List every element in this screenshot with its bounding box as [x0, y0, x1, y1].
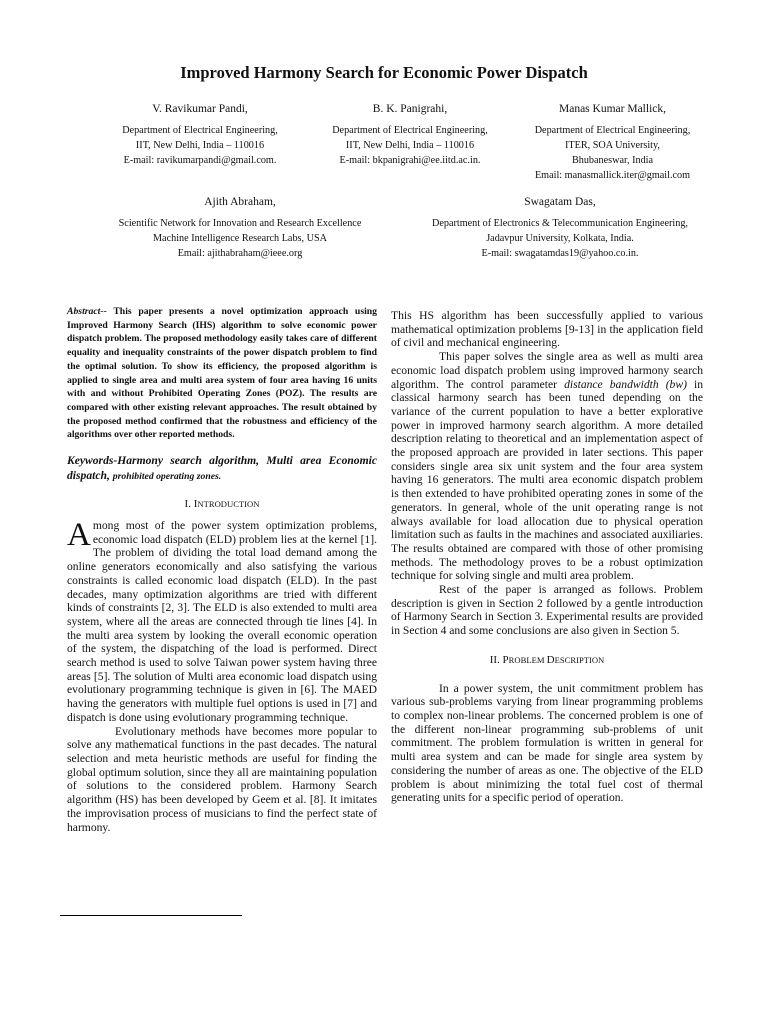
- author-affiliation: Machine Intelligence Research Labs, USA: [153, 233, 327, 244]
- intro-paragraph-1: Among most of the power system optimization problems, economic load dispatch (ELD) problem lies at the kernel [1]. The problem of dividing the total load demand among the online generators economically and also satisfying the various constraints is called economic load dispatch (ELD). In the past decades, many optimization algorithms are tried with different kinds of constraints [2, 3]. The ELD is also extended to multi area system, where all the areas are connected through tie lines [4]. In the multi area system by looking the overall economic operation of the system, the dispatching of the load is performed. Direct search method is used to solve Taiwan power system having three areas [5]. The solution of Multi area economic load dispatch using evolutionary programming technique is given in [6]. The MAED having the generators with multiple fuel options is used in [7] and dispatch is done using evolutionary programming technique.: [67, 517, 377, 724]
- author-name: Ajith Abraham,: [204, 196, 276, 208]
- footnote-rule: [60, 915, 242, 916]
- author-block-1: [95, 102, 305, 168]
- author-name: V. Ravikumar Pandi,: [152, 103, 248, 115]
- author-affiliation: IIT, New Delhi, India – 110016: [135, 140, 265, 151]
- author-affiliation: Department of Electrical Engineering,: [122, 125, 278, 136]
- author-affiliation: ITER, SOA University,: [565, 140, 660, 151]
- author-email: E-mail: bkpanigrahi@ee.iitd.ac.in.: [339, 155, 481, 166]
- author-block-3: [505, 102, 720, 183]
- left-column: [67, 305, 377, 834]
- paper-title: Improved Harmony Search for Economic Power Dispatch: [180, 63, 588, 82]
- author-affiliation: Scientific Network for Innovation and Research Excellence: [118, 218, 362, 229]
- author-affiliation: IIT, New Delhi, India – 110016: [345, 140, 475, 151]
- author-affiliation: Department of Electrical Engineering,: [534, 125, 691, 136]
- drop-cap: A: [67, 517, 91, 554]
- abstract-label: Abstract--: [67, 306, 107, 317]
- introduction-body: [67, 519, 377, 834]
- section-heading-problem-description: II. PROBLEM DESCRIPTION: [489, 653, 605, 666]
- author-email: E-mail: swagatamdas19@yahoo.co.in.: [481, 248, 639, 259]
- author-block-4: [95, 195, 385, 261]
- problem-paragraph-1: In a power system, the unit commitment problem has various sub-problems varying from linear programming problems to complex non-linear problems. The concerned problem is one of the different non-linear programming sub-problems of unit commitment. The problem formulation is written in general for multi area system and can be made for single area system by considering the number of areas as one. The objective of the ELD problem is about minimizing the total fuel cost of thermal generating units for a specific period of operation.: [391, 681, 703, 805]
- author-affiliation: Department of Electronics & Telecommunication Engineering,: [432, 218, 688, 229]
- abstract: [67, 305, 377, 442]
- author-name: B. K. Panigrahi,: [372, 103, 448, 115]
- author-affiliation: Jadavpur University, Kolkata, India.: [486, 233, 634, 244]
- author-name: Swagatam Das,: [524, 196, 596, 208]
- intro-paragraph-2: Evolutionary methods have becomes more popular to solve any mathematical functions in the past decades. The natural selection and meta heuristic methods are useful for finding the global optimum solution, since they all are maintaining population of solutions to the considered problem. Harmony Search algorithm (HS) has been developed by Geem et al. [8]. It imitates the improvisation process of musicians to find the perfect state of harmony.: [67, 724, 377, 834]
- author-name: Manas Kumar Mallick,: [559, 103, 666, 115]
- keywords-tail: prohibited operating zones.: [112, 471, 222, 483]
- right-paragraph-2: This paper solves the single area as well as multi area economic load dispatch problem using improved harmony search algorithm. The control parameter distance bandwidth (bw) in classical harmony search has been tuned depending on the variance of the current population to have a better explorative power in improved harmony search algorithm. A more detailed description relating to theoretical and an implementation aspect of the proposed approach are provided in later sections. This paper considers single area six unit system and the four area system having 16 generators. The multi area economic dispatch problem is then extended to have prohibited operating zones in some of the generators. In general, whole of the unit operating range is not always available for load allocation due to physical operation limitation such as faults in the machines and associated auxiliaries. The results obtained are compared with those of other promising methods. The methodology proves to be a robust optimization technique for solving single and multi area problem.: [391, 350, 704, 583]
- keywords-label: Keywords-Harmony search algorithm, Multi area Economic dispatch,: [67, 454, 377, 483]
- section-heading-introduction: I. INTRODUCTION: [184, 498, 260, 511]
- keywords: [67, 453, 377, 484]
- author-affiliation: Department of Electrical Engineering,: [332, 125, 488, 136]
- right-paragraph-3: Rest of the paper is arranged as follows. Problem description is given in Section 2 followed by a gentle introduction of Harmony Search in Section 3. Experimental results are provided in Section 4 and some conclusions are also given in Section 5.: [391, 583, 703, 638]
- right-paragraph-1: This HS algorithm has been successfully applied to various mathematical optimization problems [9-13] in the application field of civil and mechanical engineering.: [391, 309, 703, 350]
- author-affiliation: Bhubaneswar, India: [571, 155, 654, 166]
- author-email: Email: manasmallick.iter@gmail.com: [534, 170, 691, 181]
- right-column: [391, 309, 703, 805]
- author-block-5: [405, 195, 715, 261]
- abstract-text: This paper presents a novel optimization approach using Improved Harmony Search (IHS) algorithm to solve economic power dispatch problem. The proposed methodology easily takes care of different equality and inequality constraints of the power dispatch problem to find the optimal solution. To show its efficiency, the proposed algorithm is applied to single area and multi area system of four area having 16 units with and without Prohibited Operating Zones (POZ). The results are compared with other existing relevant approaches. The result obtained by the proposed method confirmed that the robustness and efficiency of the algorithms over other reported methods.: [67, 306, 378, 441]
- author-block-2: [310, 102, 510, 168]
- author-email: E-mail: ravikumarpandi@gmail.com.: [123, 155, 277, 166]
- author-email: Email: ajithabraham@ieee.org: [177, 248, 303, 259]
